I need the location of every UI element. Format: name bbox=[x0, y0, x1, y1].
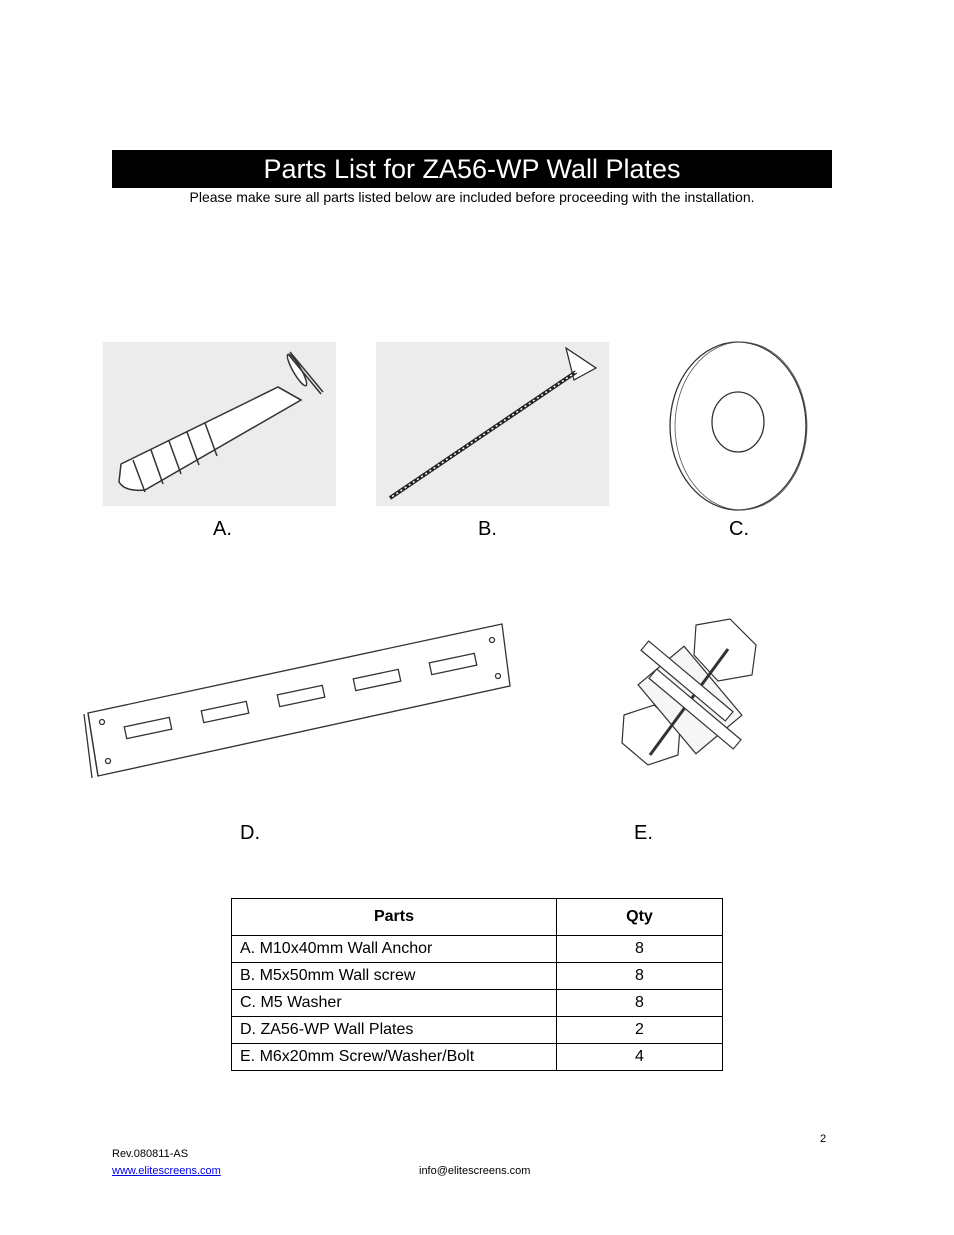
wall-anchor-icon bbox=[103, 342, 336, 506]
part-qty: 2 bbox=[557, 1017, 723, 1044]
table-row bbox=[232, 990, 723, 1017]
washer-icon bbox=[668, 340, 810, 512]
screw-washer-bolt-icon bbox=[610, 605, 770, 790]
part-name: C. M5 Washer bbox=[232, 990, 557, 1017]
table-row bbox=[232, 936, 723, 963]
part-qty: 4 bbox=[557, 1044, 723, 1071]
revision-code: Rev.080811-AS bbox=[112, 1148, 189, 1160]
figure-d-label: D. bbox=[240, 822, 260, 844]
figure-c-label: C. bbox=[729, 518, 749, 540]
part-qty: 8 bbox=[557, 936, 723, 963]
wall-screw-icon bbox=[376, 342, 609, 506]
figure-b-label: B. bbox=[478, 518, 497, 540]
part-qty: 8 bbox=[557, 990, 723, 1017]
figure-a-label: A. bbox=[213, 518, 232, 540]
part-name: D. ZA56-WP Wall Plates bbox=[232, 1017, 557, 1044]
table-row bbox=[232, 963, 723, 990]
part-name: B. M5x50mm Wall screw bbox=[232, 963, 557, 990]
parts-table bbox=[231, 898, 723, 1071]
wall-plate-icon bbox=[80, 618, 512, 782]
figure-e-label: E. bbox=[634, 822, 653, 844]
page-title: Parts List for ZA56-WP Wall Plates bbox=[112, 150, 832, 188]
table-header-row bbox=[232, 899, 723, 936]
website-link[interactable]: www.elitescreens.com bbox=[112, 1165, 221, 1177]
table-row bbox=[232, 1044, 723, 1071]
part-name: A. M10x40mm Wall Anchor bbox=[232, 936, 557, 963]
parts-column-header: Parts bbox=[232, 899, 557, 936]
page-subtitle: Please make sure all parts listed below are included before proceeding with the installation. bbox=[189, 189, 755, 205]
table-row bbox=[232, 1017, 723, 1044]
qty-column-header: Qty bbox=[557, 899, 723, 936]
contact-email: info@elitescreens.com bbox=[419, 1165, 531, 1177]
page-number: 2 bbox=[820, 1133, 827, 1145]
part-name: E. M6x20mm Screw/Washer/Bolt bbox=[232, 1044, 557, 1071]
part-qty: 8 bbox=[557, 963, 723, 990]
